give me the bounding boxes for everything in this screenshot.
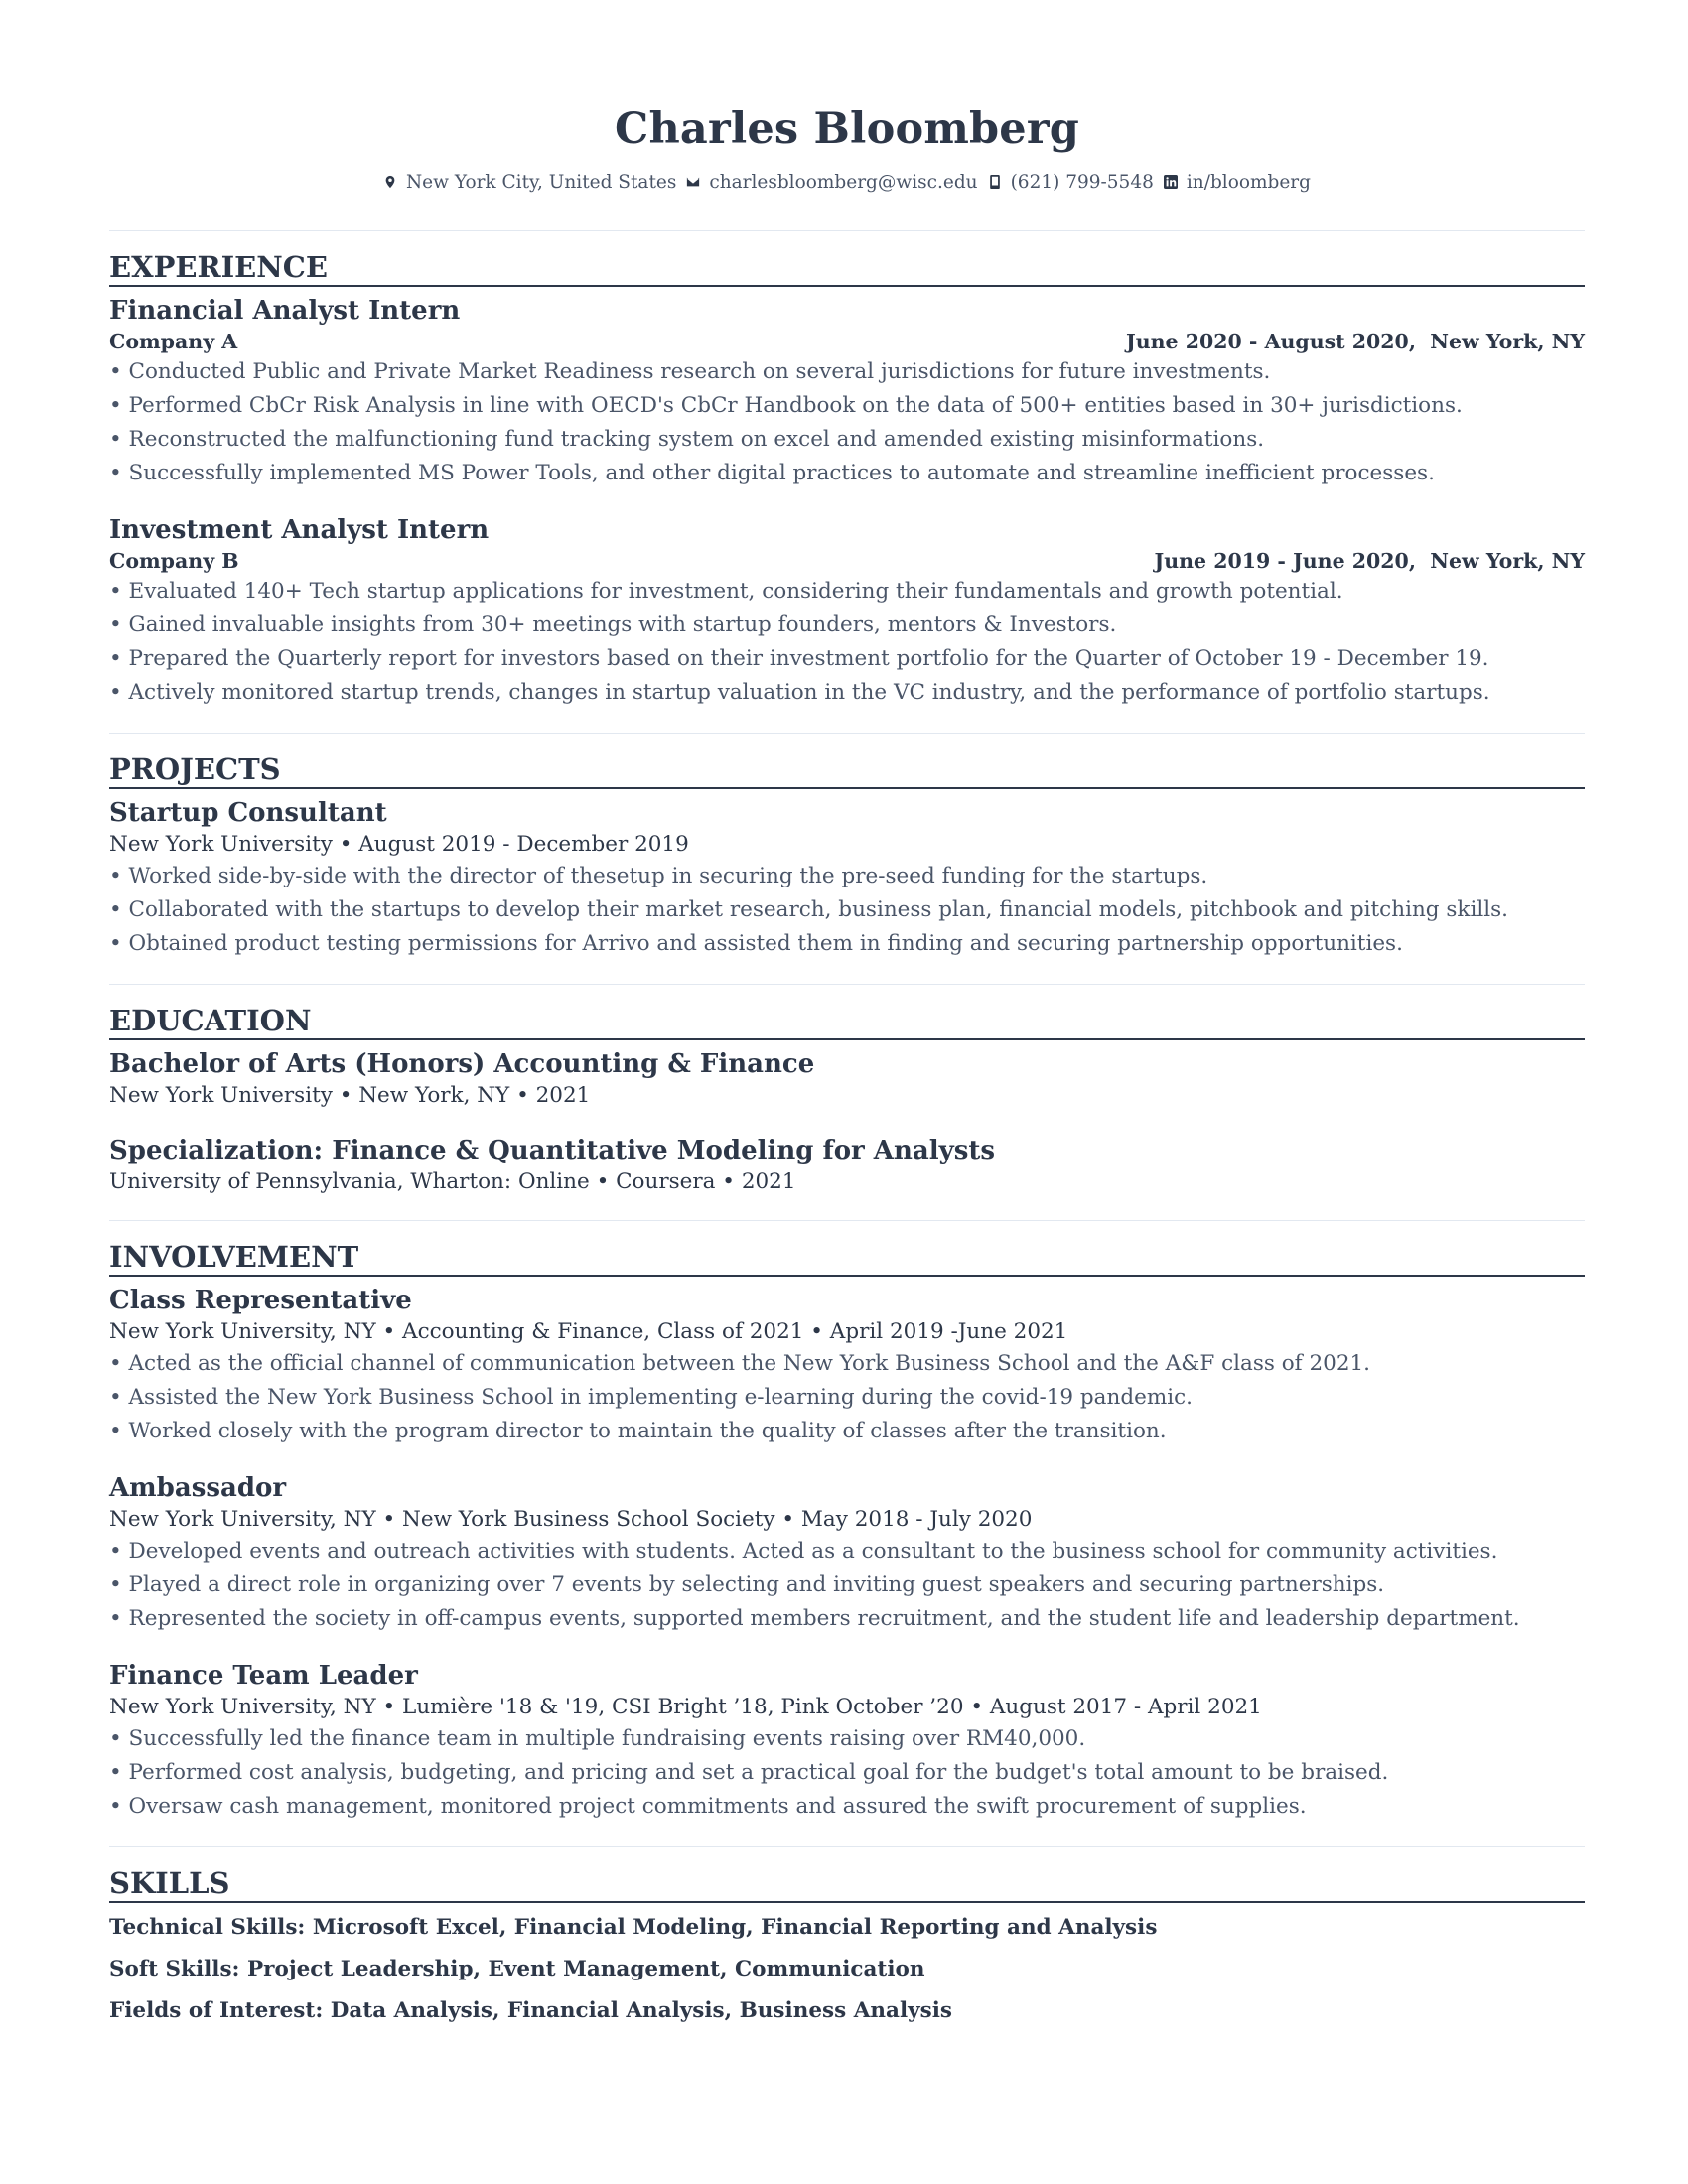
- contact-phone[interactable]: [988, 172, 1154, 193]
- involvement-entry: [109, 1472, 1585, 1636]
- section-title-skills: SKILLS: [109, 1865, 1585, 1903]
- involvement-title: Ambassador: [109, 1473, 287, 1503]
- location-text: New York City, United States: [405, 171, 677, 193]
- section-title-projects: PROJECTS: [109, 751, 1585, 789]
- involvement-bullets: [109, 1347, 1585, 1448]
- job-dates: June 2020 - August 2020,: [1126, 330, 1416, 353]
- section-divider: [109, 1846, 1585, 1847]
- education-entry: [109, 1048, 1585, 1111]
- resume-content: [109, 99, 1585, 2032]
- bullet-item: • Performed cost analysis, budgeting, and pricing and set a practical goal for the budget's total amount to be braised.: [109, 1756, 1585, 1790]
- bullet-item: • Successfully implemented MS Power Tools, and other digital practices to automate and streamline inefficient processes.: [109, 457, 1585, 490]
- job-date-location: [1126, 328, 1585, 355]
- skill-line-soft: Soft Skills: Project Leadership, Event Management, Communication: [109, 1957, 925, 1981]
- bullet-item: • Collaborated with the startups to develop their market research, business plan, financial models, pitchbook and pitching skills.: [109, 893, 1585, 927]
- education-section: [109, 1003, 1585, 1221]
- section-divider: [109, 733, 1585, 734]
- involvement-title: Class Representative: [109, 1286, 412, 1315]
- company-name: Company A: [109, 330, 238, 353]
- degree-title: Specialization: Finance & Quantitative Modeling for Analysts: [109, 1136, 995, 1165]
- job-bullets: [109, 355, 1585, 490]
- contact-location: [383, 172, 676, 193]
- involvement-entry: [109, 1660, 1585, 1824]
- section-divider: [109, 1220, 1585, 1221]
- contact-linkedin[interactable]: [1164, 172, 1311, 193]
- job-meta-row: [109, 547, 1585, 575]
- contact-bar: [109, 169, 1585, 195]
- involvement-subtitle: New York University, NY • Accounting & Finance, Class of 2021 • April 2019 -June 2021: [109, 1319, 1068, 1344]
- bullet-item: • Gained invaluable insights from 30+ meetings with startup founders, mentors & Investors.: [109, 609, 1585, 642]
- header-divider: [109, 230, 1585, 231]
- bullet-item: • Acted as the official channel of communication between the New York Business School and the A&F class of 2021.: [109, 1347, 1585, 1381]
- involvement-bullets: [109, 1535, 1585, 1636]
- involvement-title: Finance Team Leader: [109, 1661, 418, 1691]
- bullet-item: • Worked side-by-side with the director of thesetup in securing the pre-seed funding for the startups.: [109, 860, 1585, 893]
- experience-entry: [109, 295, 1585, 490]
- project-entry: [109, 797, 1585, 961]
- bullet-item: • Prepared the Quarterly report for investors based on their investment portfolio for the Quarter of October 19 - December 19.: [109, 642, 1585, 676]
- involvement-section: [109, 1239, 1585, 1847]
- job-location: New York, NY: [1430, 330, 1585, 353]
- bullet-item: • Performed CbCr Risk Analysis in line with OECD's CbCr Handbook on the data of 500+ entities based in 30+ jurisdictions.: [109, 389, 1585, 423]
- skills-list: [109, 1907, 1585, 2032]
- bullet-item: • Worked closely with the program director to maintain the quality of classes after the transition.: [109, 1415, 1585, 1448]
- phone-text[interactable]: (621) 799-5548: [1010, 171, 1154, 193]
- candidate-name: Charles Bloomberg: [615, 104, 1079, 154]
- degree-subtitle: University of Pennsylvania, Wharton: Online • Coursera • 2021: [109, 1169, 796, 1194]
- degree-subtitle: New York University • New York, NY • 2021: [109, 1083, 591, 1108]
- section-title-education: EDUCATION: [109, 1003, 1585, 1040]
- job-location: New York, NY: [1430, 549, 1585, 573]
- involvement-subtitle: New York University, NY • New York Business School Society • May 2018 - July 2020: [109, 1507, 1033, 1532]
- section-divider: [109, 984, 1585, 985]
- job-dates: June 2019 - June 2020,: [1154, 549, 1416, 573]
- experience-entry: [109, 514, 1585, 710]
- experience-section: [109, 249, 1585, 734]
- project-bullets: [109, 860, 1585, 961]
- job-title: Investment Analyst Intern: [109, 515, 490, 545]
- job-meta-row: [109, 328, 1585, 355]
- skill-line-technical: Technical Skills: Microsoft Excel, Financial Modeling, Financial Reporting and Analysis: [109, 1915, 1158, 1940]
- job-date-location: [1155, 547, 1585, 575]
- job-title: Financial Analyst Intern: [109, 296, 461, 326]
- project-title: Startup Consultant: [109, 798, 387, 828]
- skill-line-interests: Fields of Interest: Data Analysis, Financial Analysis, Business Analysis: [109, 1998, 952, 2023]
- bullet-item: • Evaluated 140+ Tech startup applications for investment, considering their fundamentals and growth potential.: [109, 575, 1585, 609]
- bullet-item: • Represented the society in off-campus events, supported members recruitment, and the student life and leadership department.: [109, 1602, 1585, 1636]
- skills-section: [109, 1865, 1585, 2032]
- bullet-item: • Played a direct role in organizing over 7 events by selecting and inviting guest speakers and securing partnerships.: [109, 1569, 1585, 1602]
- job-bullets: [109, 575, 1585, 710]
- section-title-experience: EXPERIENCE: [109, 249, 1585, 287]
- project-subtitle: New York University • August 2019 - December 2019: [109, 832, 689, 857]
- bullet-item: • Successfully led the finance team in multiple fundraising events raising over RM40,000.: [109, 1722, 1585, 1756]
- email-text[interactable]: charlesbloomberg@wisc.edu: [709, 171, 978, 193]
- envelope-icon: [686, 175, 700, 189]
- map-pin-icon: [383, 175, 397, 189]
- bullet-item: • Conducted Public and Private Market Readiness research on several jurisdictions for future investments.: [109, 355, 1585, 389]
- bullet-item: • Reconstructed the malfunctioning fund tracking system on excel and amended existing misinformations.: [109, 423, 1585, 457]
- bullet-item: • Oversaw cash management, monitored project commitments and assured the swift procurement of supplies.: [109, 1790, 1585, 1824]
- education-entry: [109, 1135, 1585, 1197]
- involvement-entry: [109, 1285, 1585, 1448]
- mobile-phone-icon: [988, 175, 1002, 189]
- projects-section: [109, 751, 1585, 985]
- company-name: Company B: [109, 549, 239, 573]
- bullet-item: • Actively monitored startup trends, changes in startup valuation in the VC industry, and the performance of portfolio startups.: [109, 676, 1585, 710]
- bullet-item: • Developed events and outreach activities with students. Acted as a consultant to the business school for community activities.: [109, 1535, 1585, 1569]
- linkedin-icon: [1164, 175, 1178, 189]
- degree-title: Bachelor of Arts (Honors) Accounting & Finance: [109, 1049, 815, 1079]
- section-title-involvement: INVOLVEMENT: [109, 1239, 1585, 1277]
- bullet-item: • Assisted the New York Business School in implementing e-learning during the covid-19 pandemic.: [109, 1381, 1585, 1415]
- bullet-item: • Obtained product testing permissions for Arrivo and assisted them in finding and securing partnership opportunities.: [109, 927, 1585, 961]
- involvement-bullets: [109, 1722, 1585, 1824]
- contact-email[interactable]: [686, 172, 977, 193]
- involvement-subtitle: New York University, NY • Lumière '18 & '19, CSI Bright ’18, Pink October ’20 • August 2017 - April 2021: [109, 1695, 1262, 1719]
- linkedin-text[interactable]: in/bloomberg: [1186, 171, 1311, 193]
